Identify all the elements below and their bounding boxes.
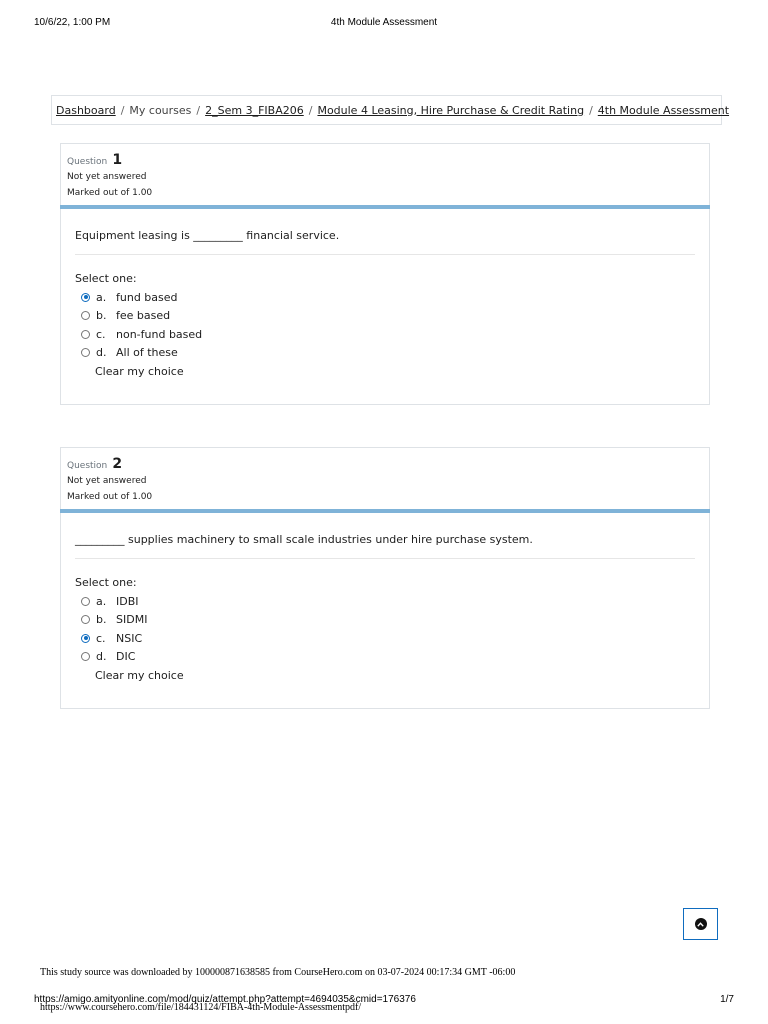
breadcrumb (51, 95, 730, 125)
radio-button[interactable] (81, 348, 90, 357)
answer-option-b[interactable] (75, 307, 695, 326)
answer-option-c[interactable] (75, 325, 695, 344)
radio-button[interactable] (81, 330, 90, 339)
answer-option-a[interactable] (75, 592, 695, 611)
question-content (61, 209, 709, 378)
option-letter: c. (96, 631, 106, 645)
option-letter: c. (96, 327, 106, 341)
option-text: DIC (116, 650, 136, 664)
option-letter: b. (96, 309, 107, 323)
question-label: Question (67, 461, 108, 471)
print-header (34, 17, 734, 31)
answer-options (75, 288, 695, 362)
back-to-top-button[interactable] (683, 908, 718, 940)
question-text: _________ supplies machinery to small scale industries under hire purchase system. (75, 533, 695, 559)
breadcrumb-course[interactable]: 2_Sem 3_FIBA206 (205, 103, 304, 117)
option-text: SIDMI (116, 613, 148, 627)
study-source-note: This study source was downloaded by 100000871638585 from CourseHero.com on 03-07-2024 00:17:34 GMT -06:00 (40, 967, 516, 978)
breadcrumb-separator: / (196, 103, 201, 117)
question-info (61, 448, 709, 509)
breadcrumb-separator: / (589, 103, 593, 117)
radio-button[interactable] (81, 597, 90, 606)
question-label: Question (67, 157, 108, 167)
breadcrumb-separator: / (308, 103, 313, 117)
breadcrumb-my-courses: My courses (129, 103, 192, 117)
radio-button[interactable] (81, 311, 90, 320)
option-text: NSIC (116, 631, 143, 645)
question-number: 2 (112, 456, 123, 472)
option-text: All of these (116, 346, 178, 360)
clear-choice-link[interactable]: Clear my choice (95, 669, 184, 682)
question-state: Not yet answered (67, 172, 147, 182)
option-letter: d. (96, 650, 107, 664)
page-number: 1/7 (720, 994, 734, 1005)
option-text: fund based (116, 290, 178, 304)
option-letter: d. (96, 346, 107, 360)
option-text: non-fund based (116, 327, 203, 341)
answer-option-d[interactable] (75, 648, 695, 667)
radio-button[interactable] (81, 652, 90, 661)
option-letter: b. (96, 613, 107, 627)
print-datetime: 10/6/22, 1:00 PM (34, 17, 111, 28)
clear-choice-link[interactable]: Clear my choice (95, 365, 184, 378)
select-one-label: Select one: (75, 576, 137, 589)
answer-option-d[interactable] (75, 344, 695, 363)
breadcrumb-module[interactable]: Module 4 Leasing, Hire Purchase & Credit Rating (317, 103, 585, 117)
question-text: Equipment leasing is _________ financial service. (75, 229, 695, 255)
question-number: 1 (112, 152, 123, 168)
question-info (61, 144, 709, 205)
answer-option-a[interactable] (75, 288, 695, 307)
question-grade: Marked out of 1.00 (67, 492, 153, 502)
question-1 (60, 143, 710, 405)
question-content (61, 513, 709, 682)
radio-button-selected[interactable] (81, 634, 90, 643)
answer-option-b[interactable] (75, 611, 695, 630)
answer-option-c[interactable] (75, 629, 695, 648)
question-2 (60, 447, 710, 709)
coursehero-url: https://www.coursehero.com/file/184431124/FIBA-4th-Module-Assessmentpdf/ (40, 1002, 362, 1013)
option-letter: a. (96, 290, 107, 304)
chevron-up-circle-icon (695, 918, 707, 930)
option-text: fee based (116, 309, 171, 323)
radio-button-selected[interactable] (81, 293, 90, 302)
breadcrumb-separator: / (120, 103, 125, 117)
print-title: 4th Module Assessment (330, 17, 438, 28)
option-letter: a. (96, 594, 107, 608)
question-state: Not yet answered (67, 476, 147, 486)
answer-options (75, 592, 695, 666)
option-text: IDBI (116, 594, 139, 608)
breadcrumb-assessment[interactable]: 4th Module Assessment (597, 103, 730, 117)
footer-url: https://amigo.amityonline.com/mod/quiz/attempt.php?attempt=4694035&cmid=176376 (34, 994, 416, 1005)
breadcrumb-dashboard[interactable]: Dashboard (56, 103, 116, 117)
radio-button[interactable] (81, 615, 90, 624)
question-grade: Marked out of 1.00 (67, 188, 153, 198)
select-one-label: Select one: (75, 272, 137, 285)
